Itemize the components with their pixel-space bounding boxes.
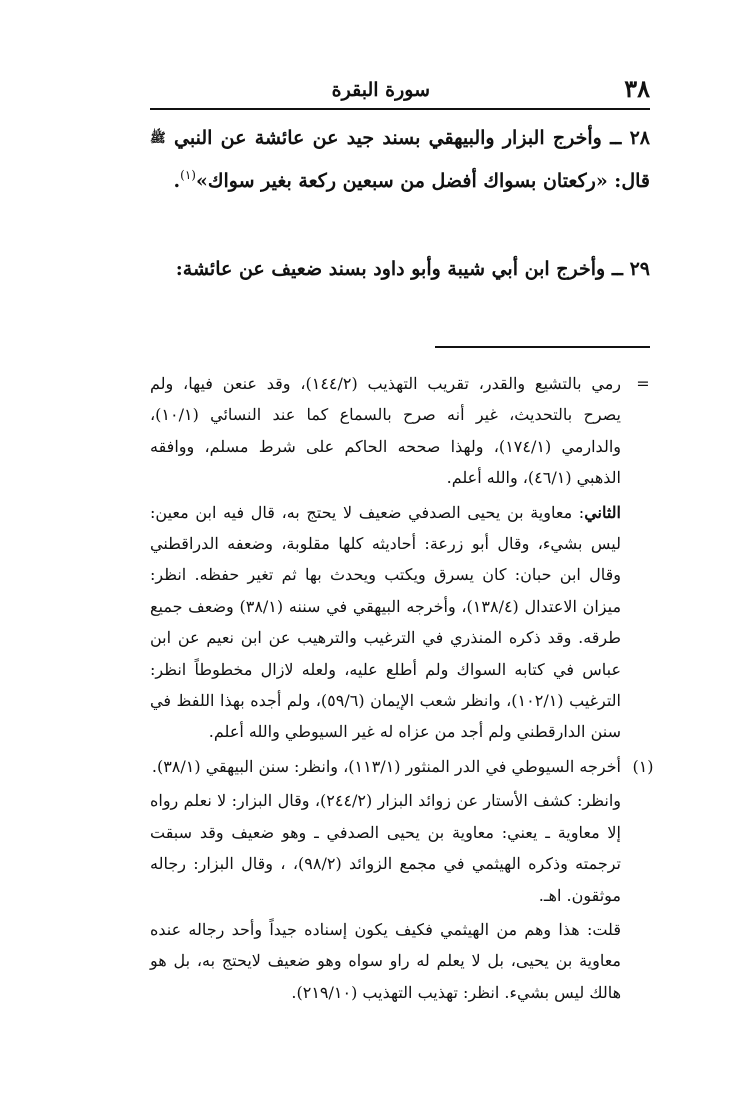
continuation-marker: = — [636, 374, 650, 393]
page-number: ٣٨ — [624, 74, 650, 103]
second-label: الثاني — [584, 502, 621, 522]
footnote-second-narrator — [150, 497, 655, 748]
footnote-ref-1: (١) — [180, 168, 196, 182]
page-header — [150, 72, 650, 110]
running-title: سورة البقرة — [331, 79, 430, 101]
footnote-1-marker: (١) — [632, 756, 654, 776]
second-text: : معاوية بن يحيى الصدفي ضعيف لا يحتج به، قال فيه ابن معين: ليس بشيء، وقال أبو زرعة: أحاديثه كلها مقلوبة، وضعفه الدراقطني وقال ابن حبان: كان يسرق ويكتب ويحدث بها ثم تغير حفظه. انظر: ميزان الاعتدال (١٣٨/٤)، وأخرجه البيهقي في سننه (٣٨/١) وضعف جميع طرقه. وقد ذكره المنذري في الترغيب والترهيب عن ابن نعيم عن ابن عباس في كتابه السواك ولم أطلع عليه، ولعله لازال مخطوطاً انظر: الترغيب (١٠٢/١)، وانظر شعب الإيمان (٥٩/٦)، ولم أجده بهذا اللفظ في سنن الدارقطني ولم أجد من عزاه له غير السيوطي والله أعلم. — [150, 502, 622, 742]
main-text — [150, 120, 650, 287]
footnote-continuation-text: رمي بالتشيع والقدر، تقريب التهذيب (١٤٤/٢)، وقد عنعن فيها، ولم يصرح بالتحديث، غير أنه صرح بالسماع كما عند النسائي (١٠/١)، والدارمي (١٧٤/١)، ولهذا صححه الحاكم على شرط مسلم، ووافقه الذهبي (٤٦/١)، والله أعلم. — [150, 374, 621, 488]
hadith-28-end: . — [173, 170, 181, 192]
honorific-symbol: ﷺ — [150, 131, 166, 146]
footnote-1-paragraph-2: وانظر: كشف الأستار عن زوائد البزار (٢٤٤/٢)، وقال البزار: لا نعلم رواه إلا معاوية ـ يعني: معاوية بن يحيى الصدفي ـ وهو ضعيف وقد سبقت ترجمته وذكره الهيثمي في مجمع الزوائد (٩٨/٢)، ، وقال البزار: رجاله موثقون. اهـ. — [150, 791, 621, 905]
footnote-continuation — [150, 368, 655, 494]
footnote-separator — [435, 346, 650, 348]
footnote-1-paragraph-3: قلت: هذا وهم من الهيثمي فكيف يكون إسناده جيداً وأحد رجاله عنده معاوية بن يحيى، بل لا يعلم له راو سواه وهو ضعيف لايحتج به، بل هو هالك ليس بشيء. انظر: تهذيب التهذيب (٢١٩/١٠). — [150, 919, 621, 1002]
footnotes — [150, 368, 655, 1011]
footnote-1-text: أخرجه السيوطي في الدر المنثور (١١٣/١)، وانظر: سنن البيهقي (٣٨/١). — [151, 756, 621, 776]
hadith-28-quote: قال: «ركعتان بسواك أفضل من سبعين ركعة بغير سواك» — [195, 170, 650, 192]
hadith-28 — [150, 120, 650, 199]
hadith-28-text: ٢٨ ــ وأخرج البزار والبيهقي بسند جيد عن عائشة عن النبي — [174, 127, 650, 149]
footnote-1 — [150, 751, 655, 782]
hadith-29: ٢٩ ــ وأخرج ابن أبي شيبة وأبو داود بسند ضعيف عن عائشة: — [175, 258, 650, 280]
